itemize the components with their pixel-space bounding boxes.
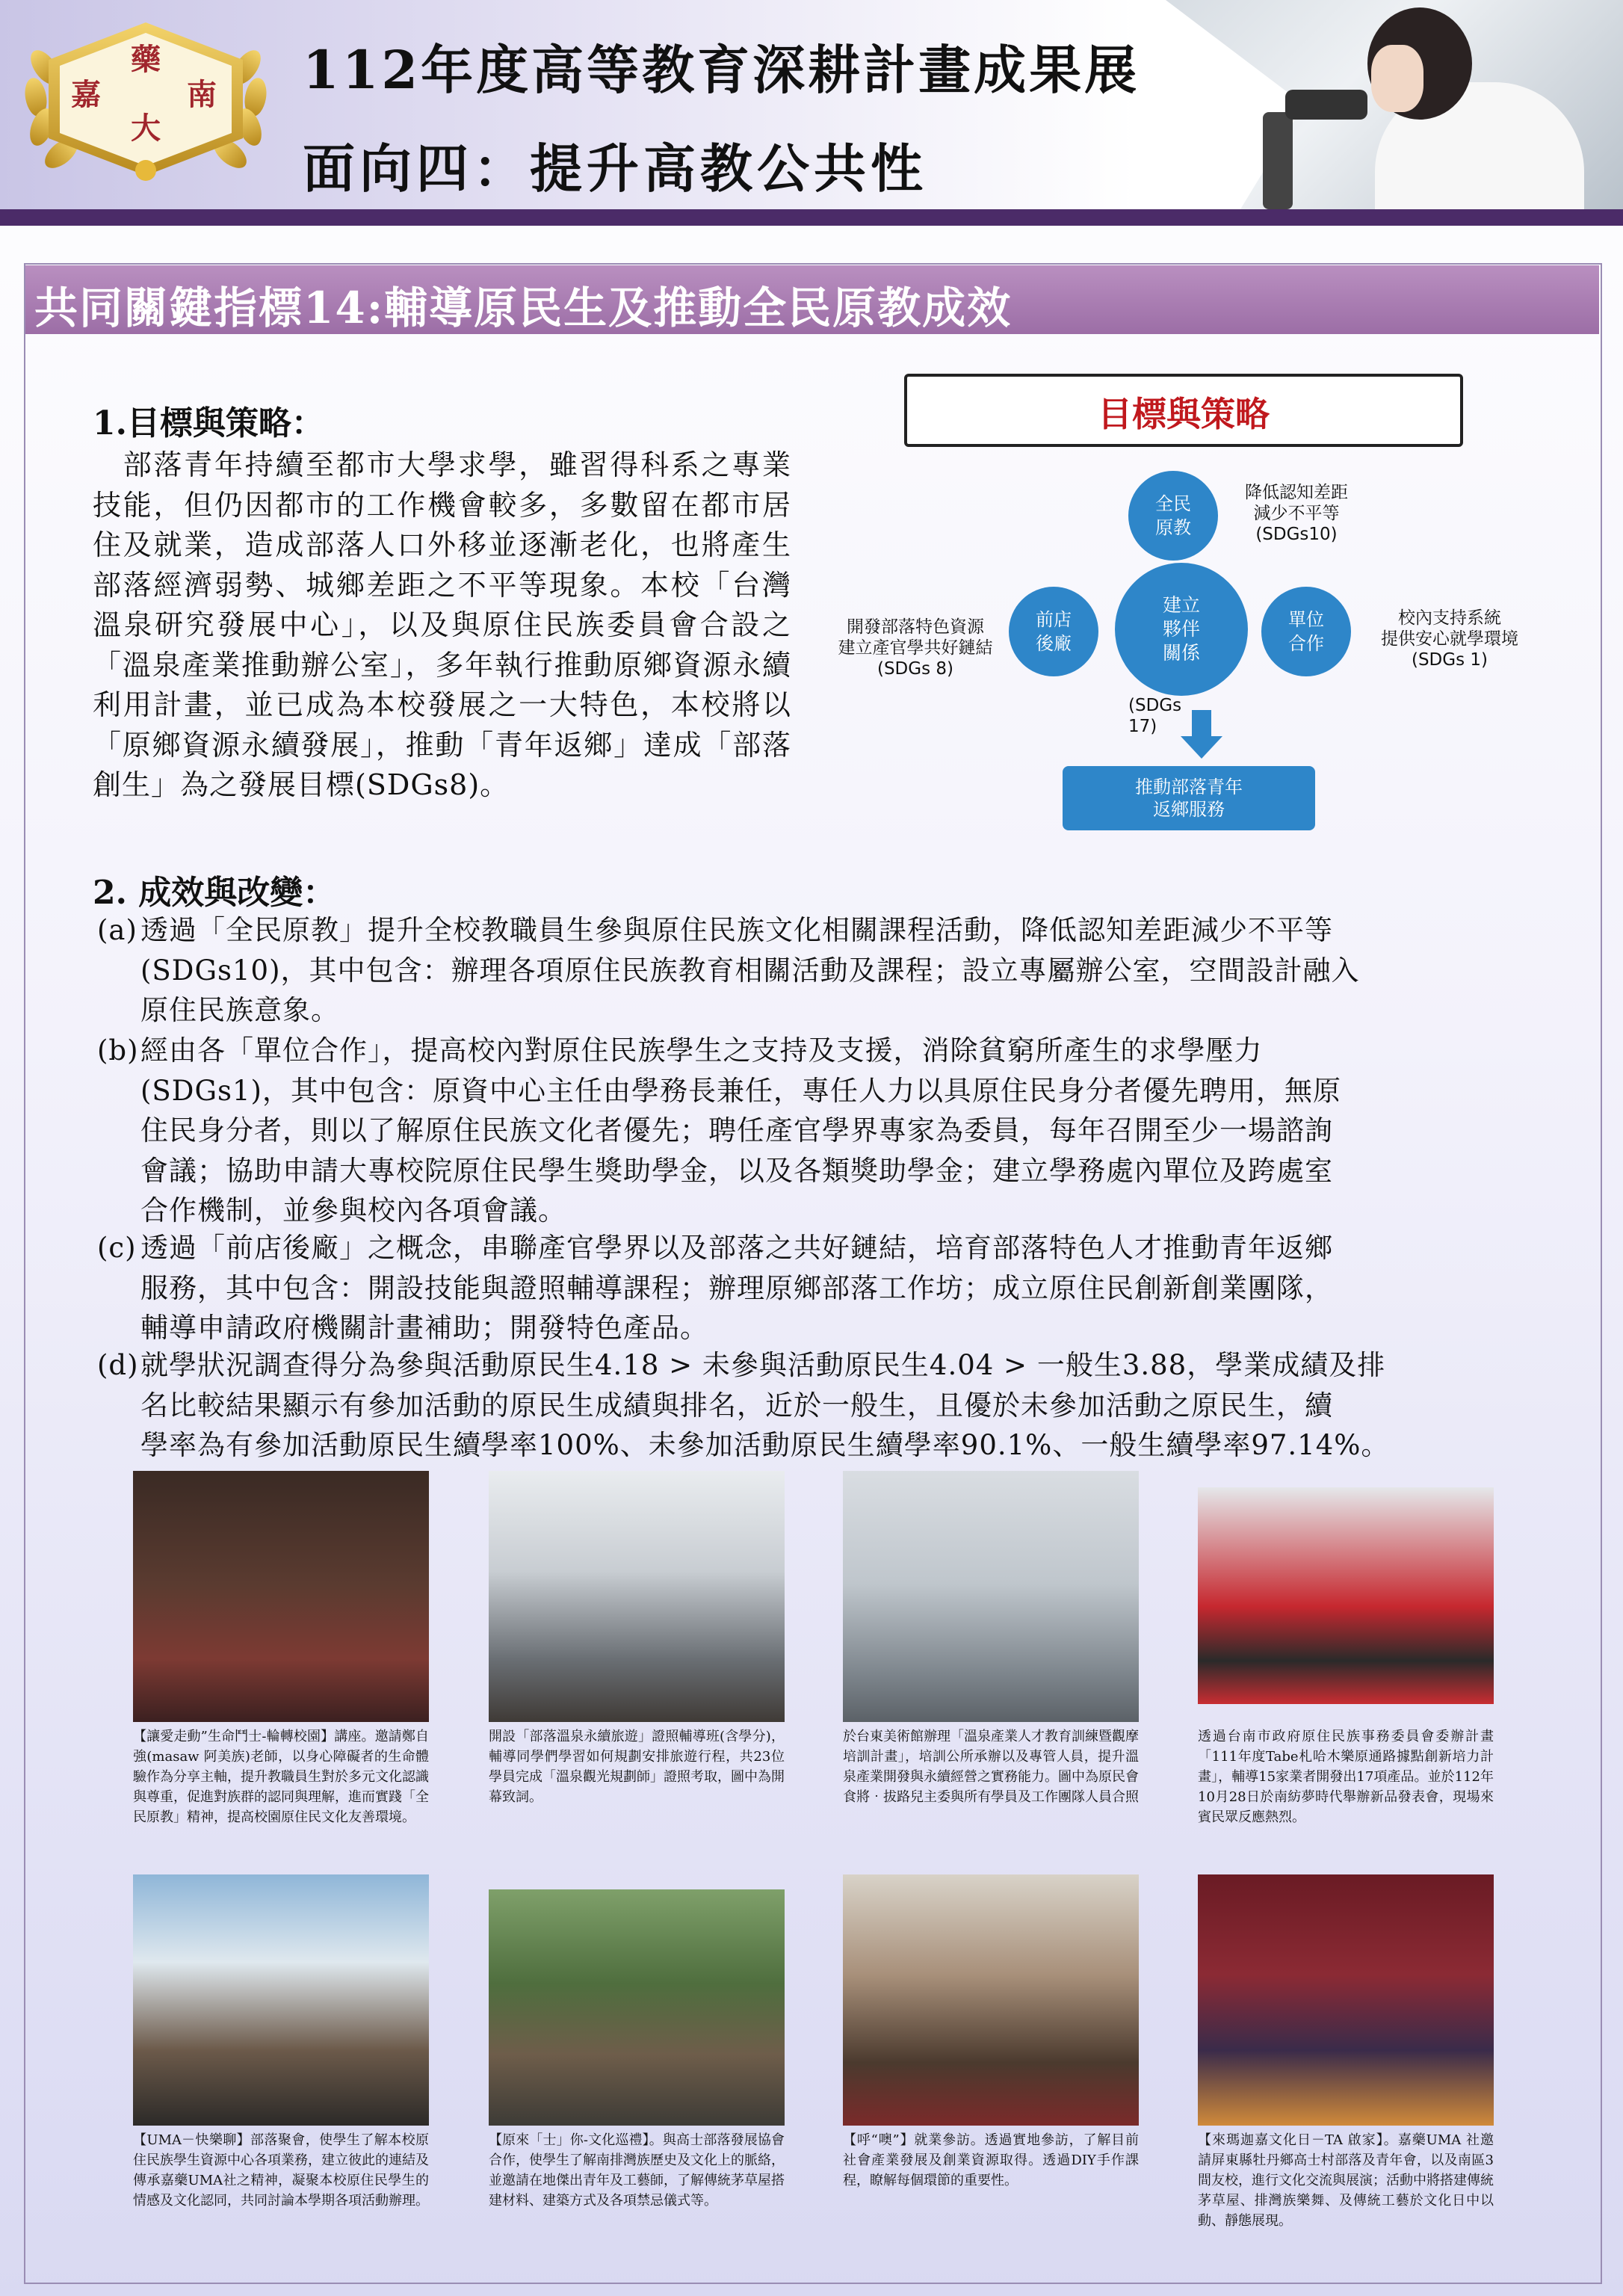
result-item-c (97, 1228, 1532, 1348)
diagram-title-box (904, 374, 1463, 447)
result-label-c: (c) (97, 1232, 137, 1264)
result-a-line-1: 透過「全民原教」提升全校教職員生參與原住民族文化相關課程活動，降低認知差距減少不平等 (140, 914, 1333, 946)
caption-photo-5: 【UMA－快樂聊】部落聚會，使學生了解本校原住民族學生資源中心各項業務，建立彼此的連結及傳承嘉藥UMA社之精神，凝聚本校原住民學生的情感及文化認同，共同討論本學期各項活動辦理。 (133, 2132, 429, 2209)
photo-life-fighter-lecture (133, 1471, 429, 1722)
circle-center-text: 建立 夥伴 關係 (1162, 594, 1200, 664)
label-tribal-resources: 開發部落特色資源 建立產官學共好鏈結 (SDGs 8) (838, 617, 993, 679)
result-d-line-3: 學率為有參加活動原民生續學率100%、未參加活動原民生續學率90.1%、一般生續學率97.14%。 (140, 1429, 1390, 1461)
result-b-line-2: (SDGs1)，其中包含：原資中心主任由學務長兼任，專任人力以具原住民身分者優先聘用，無原 (140, 1074, 1341, 1107)
result-a-line-3: 原住民族意象。 (140, 994, 339, 1026)
section1-paragraph-text: 部落青年持續至都市大學求學，雖習得科系之專業技能，但仍因都市的工作機會較多，多數留在都市居住及就業，造成部落人口外移並逐漸老化，也將產生部落經濟弱勢、城鄉差距之不平等現象。本校「台灣溫泉研究發展中心」，以及與原住民族委員會合設之「溫泉產業推動辦公室」，多年執行推動原鄉資源永續利用計畫，並已成為本校發展之一大特色，本校將以「原鄉資源永續發展」，推動「青年返鄉」達成「部落創生」為之發展目標(SDGs8)。 (93, 448, 791, 801)
result-label-b: (b) (97, 1034, 139, 1067)
circle-top-text: 全民 原教 (1155, 493, 1191, 538)
indicator-banner (25, 265, 1599, 334)
photo-gaoshi-culture-tour (489, 1889, 785, 2126)
result-d-line-2: 名比較結果顯示有參加活動的原民生成績與排名，近於一般生，且優於未參加活動之原民生，續 (140, 1389, 1333, 1422)
result-d-line-1: 就學狀況調查得分為參與活動原民生4.18 > 未參與活動原民生4.04 > 一般生3.88，學業成績及排 (140, 1349, 1386, 1381)
caption-photo-4: 透過台南市政府原住民族事務委員會委辦計畫「111年度Tabe札哈木樂原通路據點創新培力計畫」，輔導15家業者開發出17項產品。並於112年10月28日於南紡夢時代舉辦新品發表會，現場來賓民眾反應熱烈。 (1198, 1729, 1494, 1825)
result-item-d (97, 1345, 1532, 1466)
strategy-diagram (822, 362, 1539, 841)
photo-employment-visit (843, 1874, 1139, 2126)
photo-taitung-training (843, 1471, 1139, 1722)
section2-heading: 2. 成效與改變： (93, 874, 336, 912)
logo-char-jia: 嘉 (71, 77, 101, 112)
caption-photo-7: 【呼“噢”】就業參訪。透過實地參訪，了解目前社會產業發展及創業資源取得。透過DIY手作課程，瞭解每個環節的重要性。 (843, 2132, 1139, 2188)
result-b-line-1: 經由各「單位合作」，提高校內對原住民族學生之支持及支援，消除貧窮所產生的求學壓力 (140, 1034, 1263, 1067)
photo-culture-day (1198, 1874, 1494, 2126)
exhibition-subtitle: 面向四：提升高教公共性 (303, 138, 927, 200)
section1-heading: 1.目標與策略： (93, 404, 324, 442)
circle-right-text: 單位 合作 (1288, 609, 1324, 654)
caption-photo-3: 於台東美術館辦理「溫泉產業人才教育訓練暨觀摩培訓計畫」，培訓公所承辦以及專管人員，提升溫泉產業開發與永續經營之實務能力。圖中為原民會食將‧拔路兒主委與所有學員及工作團隊人員合照 (843, 1729, 1139, 1805)
label-sdgs17: (SDGs 17) (1128, 696, 1182, 736)
result-item-b (97, 1031, 1532, 1231)
arrow-down-icon (1192, 710, 1211, 738)
box-youth-return (1063, 766, 1315, 830)
microscope-stand (1263, 112, 1293, 209)
microscope-head (1285, 90, 1367, 120)
researcher-face (1371, 45, 1423, 112)
label-reduce-inequality: 降低認知差距 減少不平等 (SDGs10) (1245, 483, 1348, 544)
logo-char-nan: 南 (187, 77, 217, 112)
result-c-line-1: 透過「前店後廠」之概念，串聯產官學界以及部落之共好鏈結，培育部落特色人才推動青年返鄉 (140, 1232, 1333, 1264)
result-item-a (97, 910, 1532, 1031)
caption-photo-1: 【讓愛走動”生命鬥士-輪轉校園】講座。邀請鄭自強(masaw 阿美族)老師，以身心障礙者的生命體驗作為分享主軸，提升教職員生對於多元文化認識與尊重，促進對族群的認同與理解，進而實踐「全民原教」精神，提高校園原住民文化友善環境。 (133, 1729, 429, 1825)
result-label-a: (a) (97, 914, 137, 946)
result-b-line-5: 合作機制，並參與校內各項會議。 (140, 1194, 566, 1226)
photo-product-launch (1198, 1487, 1494, 1704)
circle-left-text: 前店 後廠 (1036, 609, 1072, 654)
header-divider (0, 209, 1623, 226)
logo-char-yao: 藥 (131, 42, 161, 77)
section1-paragraph (93, 445, 791, 806)
result-a-line-2: (SDGs10)，其中包含：辦理各項原住民族教育相關活動及課程；設立專屬辦公室，空間設計融入 (140, 954, 1360, 987)
result-b-line-3: 住民身分者，則以了解原住民族文化者優先；聘任產官學界專家為委員，每年召開至少一場諮詢 (140, 1114, 1333, 1147)
caption-photo-6: 【原來「士」你-文化巡禮】。與高士部落發展協會合作，使學生了解南排灣族歷史及文化上的脈絡，並邀請在地傑出青年及工藝師，了解傳統茅草屋搭建材料、建築方式及各項禁忌儀式等。 (489, 2132, 785, 2209)
box-youth-return-text: 推動部落青年 返鄉服務 (1135, 777, 1243, 820)
circle-front-shop (1009, 587, 1098, 676)
diagram-title: 目標與策略 (1098, 394, 1270, 434)
caption-photo-2: 開設「部落溫泉永續旅遊」證照輔導班(含學分)，輔導同學們學習如何規劃安排旅遊行程，共23位學員完成「溫泉觀光規劃師」證照考取，圖中為開幕致詞。 (489, 1729, 785, 1805)
logo-char-da: 大 (131, 111, 161, 146)
label-support-system: 校內支持系統 提供安心就學環境 (SDGs 1) (1381, 608, 1518, 670)
result-c-line-2: 服務，其中包含：開設技能與證照輔導課程；辦理原鄉部落工作坊；成立原住民創新創業團隊， (140, 1271, 1333, 1304)
caption-photo-8: 【來瑪迦嘉文化日－TA 啟家】。嘉藥UMA 社邀請屏東縣牡丹鄉高士村部落及青年會，以及南區3間友校，進行文化交流與展演；活動中將搭建傳統茅草屋、排灣族樂舞、及傳統工藝於文化日中以動、靜態展現。 (1198, 2132, 1494, 2229)
arrow-head-icon (1181, 736, 1222, 759)
circle-all-people-education (1128, 471, 1218, 561)
circle-partnership (1115, 563, 1248, 696)
result-c-line-3: 輔導申請政府機關計畫補助；開發特色產品。 (140, 1312, 708, 1344)
result-label-d: (d) (97, 1349, 139, 1381)
result-b-line-4: 會議；協助申請大專校院原住民學生獎助學金，以及各類獎助學金；建立學務處內單位及跨處室 (140, 1154, 1333, 1187)
photo-hot-spring-tour-class (489, 1471, 785, 1722)
circle-unit-cooperation (1261, 587, 1351, 676)
indicator-title: 共同關鍵指標14:輔導原民生及推動全民原教成效 (34, 283, 1013, 333)
photo-uma-gathering (133, 1874, 429, 2126)
exhibition-title: 112年度高等教育深耕計畫成果展 (303, 39, 1140, 101)
